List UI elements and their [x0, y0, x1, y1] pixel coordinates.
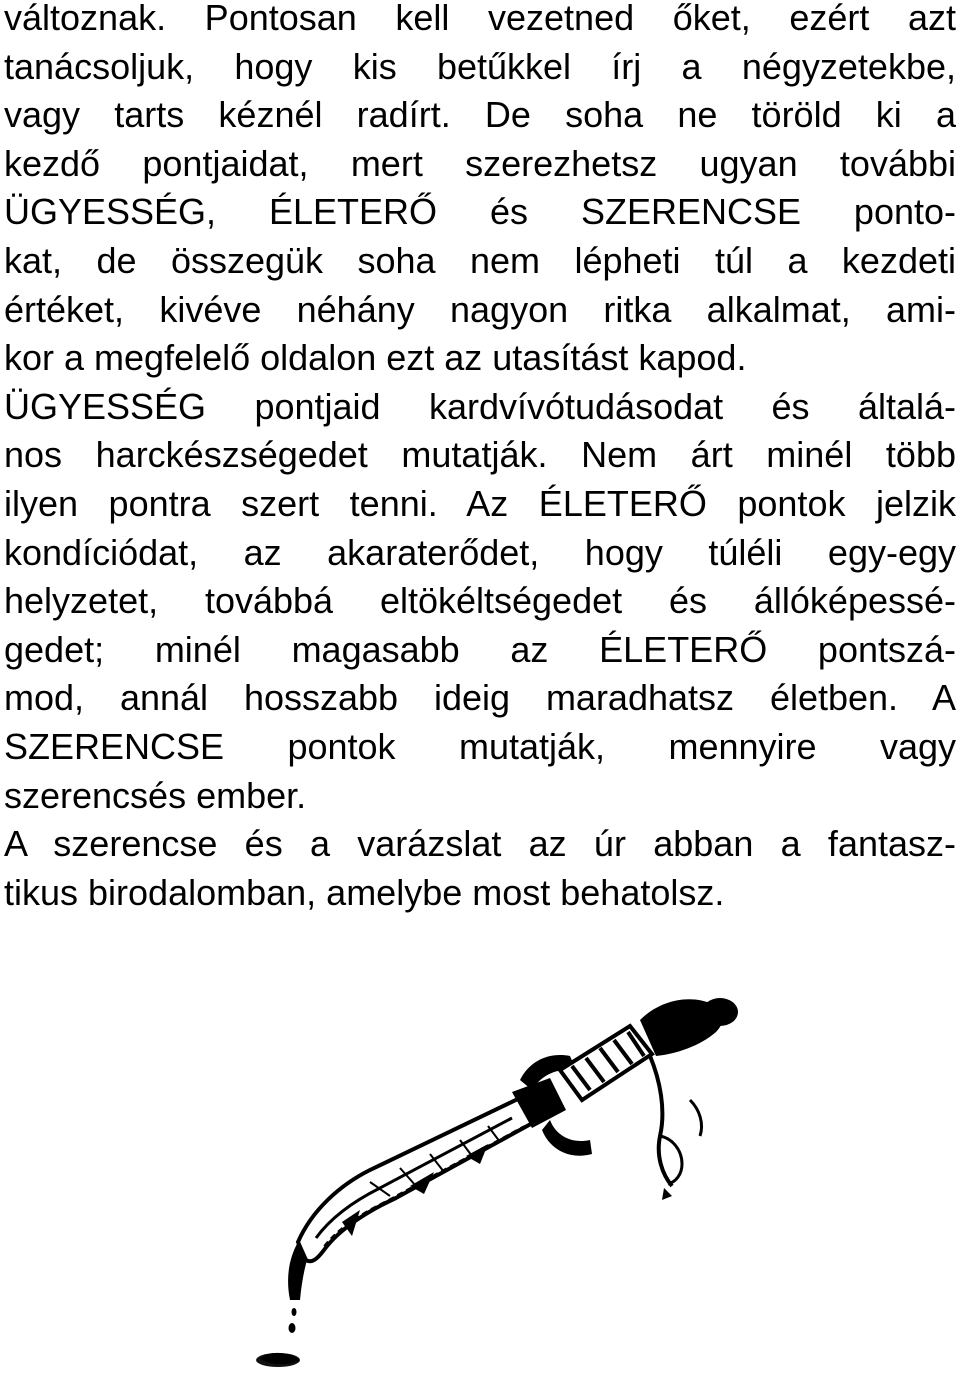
- text-line: ilyen pontra szert tenni. Az ÉLETERŐ pontok jelzik: [4, 482, 956, 524]
- text-line: SZERENCSE pontok mutatják, mennyire vagy: [4, 725, 956, 767]
- text-line: nos harckészségedet mutatják. Nem árt minél több: [4, 434, 956, 476]
- text-line: változnak. Pontosan kell vezetned őket, ezért azt: [4, 0, 956, 38]
- dagger-illustration: [220, 960, 780, 1380]
- text-line: szerencsés ember.: [4, 774, 307, 816]
- text-line: helyzetet, továbbá eltökéltségedet és állóképessé-: [4, 580, 956, 622]
- text-line: ÜGYESSÉG pontjaid kardvívótudásodat és általá-: [4, 385, 956, 427]
- text-line: ÜGYESSÉG, ÉLETERŐ és SZERENCSE ponto-: [4, 191, 956, 233]
- text-line: tikus birodalomban, amelybe most behatolsz.: [4, 871, 725, 913]
- text-line: kat, de összegük soha nem lépheti túl a kezdeti: [4, 239, 956, 281]
- text-line: kezdő pontjaidat, mert szerezhetsz ugyan további: [4, 142, 956, 184]
- text-line: gedet; minél magasabb az ÉLETERŐ pontszá-: [4, 628, 956, 670]
- text-line: A szerencse és a varázslat az úr abban a fantasz-: [4, 823, 956, 865]
- text-line: vagy tarts kéznél radírt. De soha ne töröld ki a: [4, 94, 956, 136]
- body-text: [4, 0, 956, 917]
- text-line: kondíciódat, az akaraterődet, hogy túléli egy-egy: [4, 531, 956, 573]
- dagger-icon: [220, 960, 780, 1380]
- text-line: mod, annál hosszabb ideig maradhatsz életben. A: [4, 677, 956, 719]
- text-line: tanácsoljuk, hogy kis betűkkel írj a négyzetekbe,: [4, 45, 956, 87]
- text-line: értéket, kivéve néhány nagyon ritka alkalmat, ami-: [4, 288, 956, 330]
- text-line: kor a megfelelő oldalon ezt az utasítást kapod.: [4, 337, 747, 379]
